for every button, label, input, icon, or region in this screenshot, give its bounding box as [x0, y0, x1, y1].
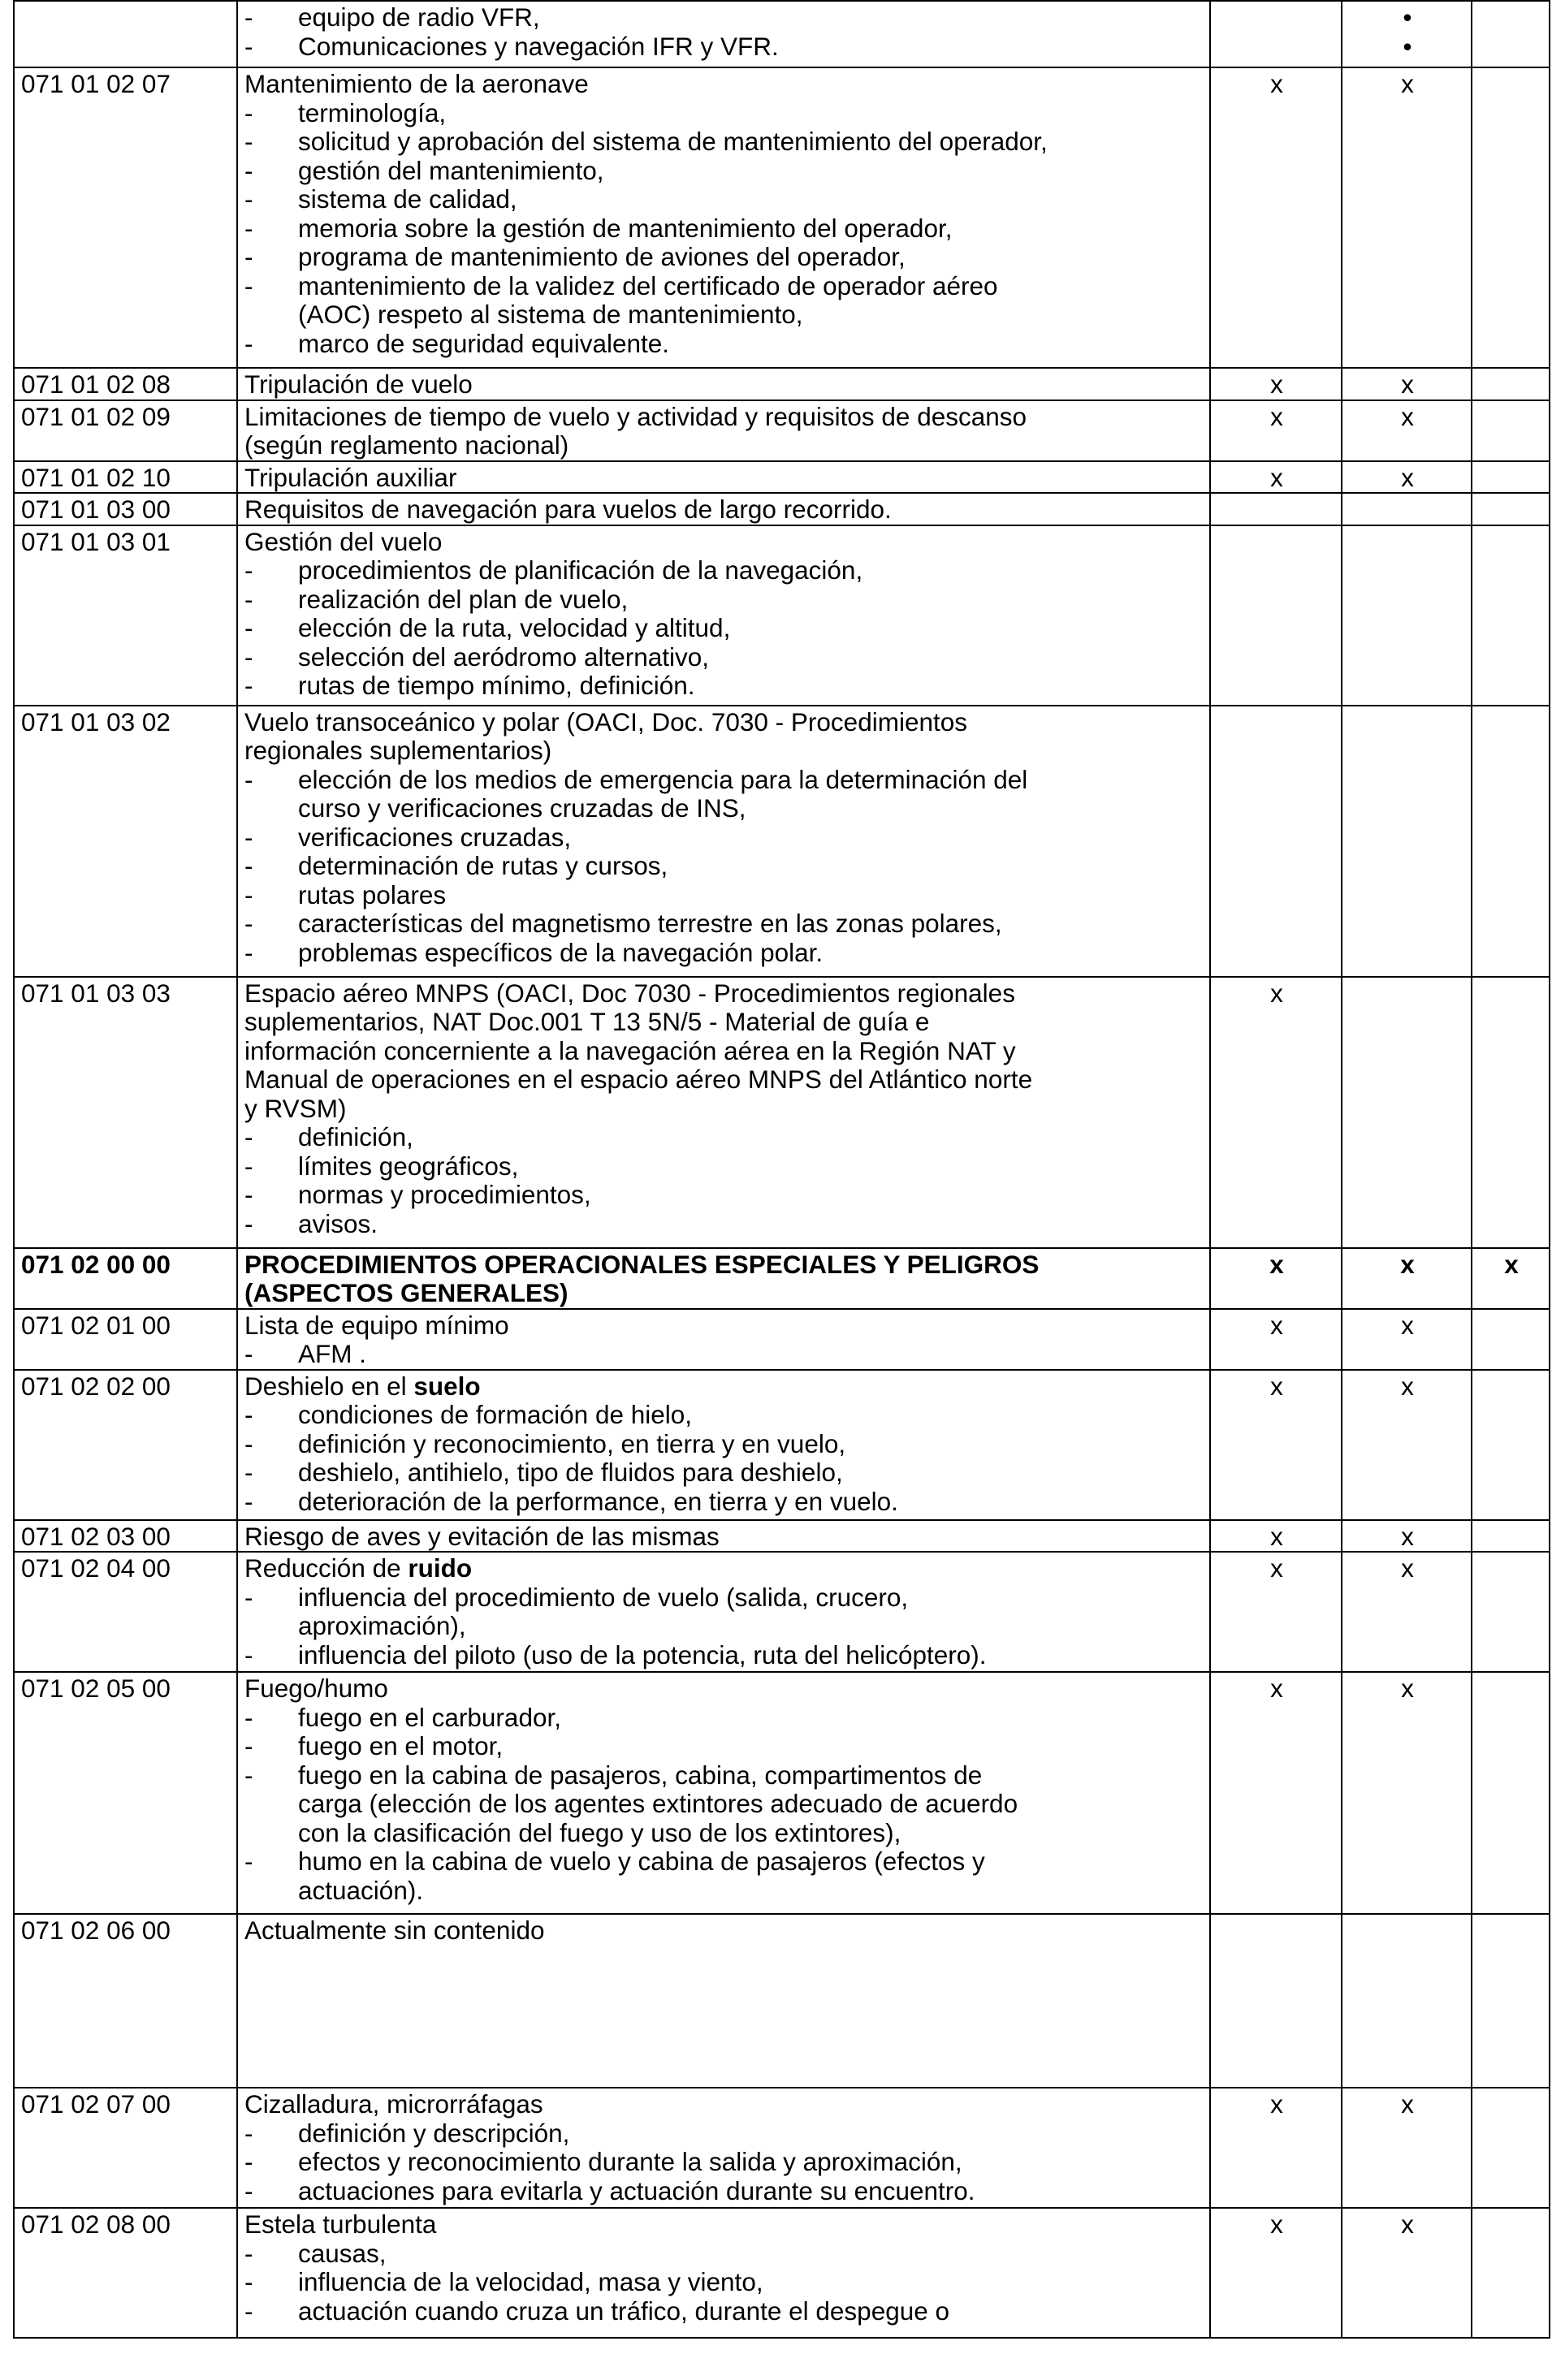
description-bullet [244, 2268, 1204, 2297]
row-description [237, 1552, 1210, 1672]
heading-text: Limitaciones de tiempo de vuelo y actividad y requisitos de descanso [244, 401, 1027, 431]
row-mark-m3 [1472, 2088, 1550, 2208]
row-code: 071 02 05 00 [14, 1672, 237, 1914]
row-mark-m2 [1342, 525, 1472, 706]
heading-text: regionales suplementarios) [244, 736, 552, 765]
bullet-dash: - [244, 155, 253, 185]
description-heading [244, 528, 1204, 557]
row-mark-m1: x [1210, 1248, 1342, 1309]
table-row [14, 400, 1550, 461]
description-heading [244, 708, 1204, 737]
row-description [237, 1309, 1210, 1370]
row-code [14, 1, 237, 67]
description-bullet [244, 1704, 1204, 1733]
table-row [14, 1, 1550, 67]
row-description [237, 1248, 1210, 1309]
bullet-text: selección del aeródromo alternativo, [298, 641, 710, 672]
heading-text: Fuego/humo [244, 1674, 388, 1703]
bullet-text: deterioración de la performance, en tierra y en vuelo. [298, 1486, 898, 1516]
row-code: 071 01 02 10 [14, 461, 237, 494]
heading-text: Reducción de [244, 1553, 409, 1583]
description-bullet [244, 214, 1204, 244]
description-bullet [244, 852, 1204, 881]
description-heading [244, 464, 1204, 493]
row-code: 071 02 06 00 [14, 1914, 237, 2088]
row-mark-m2: x [1342, 1672, 1472, 1914]
heading-text: Deshielo en el [244, 1371, 414, 1401]
row-mark-m3 [1472, 461, 1550, 494]
heading-text: Actualmente sin contenido [244, 1916, 545, 1945]
row-mark-m1 [1210, 1, 1342, 67]
description-heading [244, 1523, 1204, 1552]
row-code: 071 02 07 00 [14, 2088, 237, 2208]
bullet-text: problemas específicos de la navegación polar. [298, 937, 824, 967]
bullet-text: definición, [298, 1122, 413, 1151]
bullet-dash: - [244, 1151, 253, 1181]
row-code: 071 01 02 07 [14, 67, 237, 368]
description-continuation: carga (elección de los agentes extintores adecuado de acuerdo [298, 1789, 1018, 1818]
bullet-dash: - [244, 613, 253, 642]
description-bullet [244, 1401, 1204, 1430]
row-mark-m1: x [1210, 2208, 1342, 2338]
description-bullet [244, 1583, 1204, 1613]
row-mark-m3 [1472, 977, 1550, 1248]
row-mark-m3 [1472, 1, 1550, 67]
bullet-text: fuego en la cabina de pasajeros, cabina, compartimentos de [298, 1760, 983, 1790]
description-bullet [244, 1488, 1204, 1517]
description-bullet [244, 32, 1204, 62]
description-bullet [244, 1123, 1204, 1152]
bullet-text: rutas de tiempo mínimo, definición. [298, 671, 695, 700]
syllabus-table-body [14, 1, 1550, 2338]
row-code: 071 02 00 00 [14, 1248, 237, 1309]
bullet-text: gestión del mantenimiento, [298, 155, 604, 185]
bullet-dash: - [244, 1702, 253, 1732]
row-mark-m1 [1210, 493, 1342, 525]
description-continuation: actuación). [298, 1875, 424, 1905]
bullet-dash: - [244, 31, 253, 61]
description-bullet [244, 881, 1204, 910]
row-description [237, 706, 1210, 977]
row-mark-m2: x [1342, 1309, 1472, 1370]
bullet-text: determinación de rutas y cursos, [298, 851, 668, 880]
bullet-dash: - [244, 1847, 253, 1876]
heading-text: Mantenimiento de la aeronave [244, 69, 589, 98]
bullet-dash: - [244, 641, 253, 672]
row-mark-m3 [1472, 1672, 1550, 1914]
row-code: 071 01 03 03 [14, 977, 237, 1248]
description-heading [244, 1250, 1204, 1280]
bullet-dash: - [244, 1122, 253, 1151]
row-mark-m3 [1472, 1520, 1550, 1553]
row-mark-m3 [1472, 1552, 1550, 1672]
heading-text: y RVSM) [244, 1093, 347, 1123]
heading-text: (ASPECTOS GENERALES) [244, 1278, 568, 1307]
row-code: 071 01 02 09 [14, 400, 237, 461]
row-mark-m3 [1472, 706, 1550, 977]
row-mark-m3 [1472, 1309, 1550, 1370]
bullet-text: efectos y reconocimiento durante la salida y aproximación, [298, 2147, 962, 2176]
bullet-text: sistema de calidad, [298, 184, 517, 214]
row-mark-m1: x [1210, 2088, 1342, 2208]
table-row [14, 1248, 1550, 1309]
bullet-dot: • [1403, 31, 1412, 61]
bullet-dash: - [244, 1208, 253, 1238]
description-bullet [244, 939, 1204, 968]
bullet-dash: - [244, 822, 253, 852]
row-mark-m1: x [1210, 368, 1342, 400]
row-mark-m3 [1472, 400, 1550, 461]
table-row [14, 525, 1550, 706]
bullet-text: rutas polares [298, 879, 447, 909]
bullet-dash: - [244, 2147, 253, 2176]
bullet-dash: - [244, 671, 253, 700]
row-code: 071 02 04 00 [14, 1552, 237, 1672]
table-row [14, 977, 1550, 1248]
bullet-text: influencia de la velocidad, masa y viento, [298, 2267, 763, 2296]
bullet-dash: - [244, 2296, 253, 2326]
bullet-text: Comunicaciones y navegación IFR y VFR. [298, 31, 779, 61]
row-code: 071 01 03 01 [14, 525, 237, 706]
bullet-text: elección de los medios de emergencia para la determinación del [298, 764, 1028, 794]
bullet-text: equipo de radio VFR, [298, 2, 540, 32]
row-mark-m1: x [1210, 1672, 1342, 1914]
row-description [237, 493, 1210, 525]
bullet-text: realización del plan de vuelo, [298, 584, 629, 614]
bullet-dash: - [244, 213, 253, 243]
bullet-dot: • [1403, 2, 1412, 32]
bullet-text: memoria sobre la gestión de mantenimiento del operador, [298, 213, 953, 243]
heading-text: PROCEDIMIENTOS OPERACIONALES ESPECIALES Y PELIGROS [244, 1249, 1040, 1279]
table-row [14, 67, 1550, 368]
heading-text: Gestión del vuelo [244, 526, 443, 556]
row-description [237, 461, 1210, 494]
description-bullet [244, 2240, 1204, 2269]
bullet-dash: - [244, 1400, 253, 1429]
bullet-dash: - [244, 1458, 253, 1487]
description-heading [244, 1916, 1204, 1946]
bullet-dash: - [244, 328, 253, 358]
table-row [14, 2208, 1550, 2338]
bullet-dash: - [244, 879, 253, 909]
bullet-text: mantenimiento de la validez del certificado de operador aéreo [298, 270, 998, 300]
description-bullet [244, 243, 1204, 272]
description-bullet [244, 556, 1204, 585]
bullet-text: programa de mantenimiento de aviones del operador, [298, 242, 906, 271]
table-row [14, 2088, 1550, 2208]
row-mark-m2: x [1342, 1370, 1472, 1520]
bullet-dash: - [244, 1760, 253, 1790]
row-mark-m1: x [1210, 67, 1342, 368]
bullet-text: definición y descripción, [298, 2118, 570, 2148]
row-mark-m1: x [1210, 1520, 1342, 1553]
description-bullet [244, 1732, 1204, 1761]
description-heading [244, 403, 1204, 432]
bullet-dash: - [244, 555, 253, 585]
heading-text: Espacio aéreo MNPS (OACI, Doc 7030 - Procedimientos regionales [244, 978, 1015, 1008]
description-bullet [244, 2119, 1204, 2149]
row-mark-m2 [1342, 706, 1472, 977]
row-mark-m3 [1472, 1914, 1550, 2088]
bullet-text: terminología, [298, 97, 447, 127]
description-bullet [244, 1340, 1204, 1369]
description-continuation: aproximación), [298, 1611, 466, 1640]
row-mark-m2 [1342, 1, 1472, 67]
table-row [14, 1552, 1550, 1672]
row-mark-m2: x [1342, 2208, 1472, 2338]
description-bullet [244, 614, 1204, 643]
description-bullet [244, 1181, 1204, 1210]
description-bullet [244, 1458, 1204, 1488]
row-description [237, 977, 1210, 1248]
row-mark-m2: x [1342, 67, 1472, 368]
description-heading [244, 736, 1204, 766]
heading-text: Cizalladura, microrráfagas [244, 2089, 543, 2119]
heading-text: (según reglamento nacional) [244, 430, 569, 460]
bullet-dash: - [244, 270, 253, 300]
bullet-dash: - [244, 2118, 253, 2148]
description-heading [244, 431, 1204, 460]
row-mark-m2: x [1342, 400, 1472, 461]
bullet-text: fuego en el motor, [298, 1731, 504, 1760]
bullet-dash: - [244, 1582, 253, 1612]
bullet-text: deshielo, antihielo, tipo de fluidos para deshielo, [298, 1458, 843, 1487]
description-heading [244, 1554, 1204, 1583]
table-row [14, 368, 1550, 400]
bullet-text: influencia del procedimiento de vuelo (salida, crucero, [298, 1582, 909, 1612]
description-continuation: curso y verificaciones cruzadas de INS, [298, 793, 746, 823]
description-bullet [244, 823, 1204, 853]
description-heading [244, 1279, 1204, 1308]
bullet-text: actuaciones para evitarla y actuación durante su encuentro. [298, 2175, 975, 2205]
bullet-text: causas, [298, 2238, 387, 2268]
description-bullet [244, 3, 1204, 32]
description-heading [244, 370, 1204, 400]
row-mark-m2: x [1342, 1248, 1472, 1309]
heading-text: Manual de operaciones en el espacio aéreo MNPS del Atlántico norte [244, 1065, 1033, 1094]
row-description [237, 67, 1210, 368]
heading-text: Vuelo transoceánico y polar (OACI, Doc. 7030 - Procedimientos [244, 706, 968, 736]
row-description [237, 2088, 1210, 2208]
bullet-text: AFM . [298, 1339, 366, 1368]
table-row [14, 461, 1550, 494]
bullet-text: normas y procedimientos, [298, 1180, 591, 1209]
bullet-text: humo en la cabina de vuelo y cabina de pasajeros (efectos y [298, 1847, 985, 1876]
row-mark-m3: x [1472, 1248, 1550, 1309]
bullet-dash: - [244, 1339, 253, 1368]
bullet-text: influencia del piloto (uso de la potencia, ruta del helicóptero). [298, 1639, 987, 1669]
bullet-text: verificaciones cruzadas, [298, 822, 572, 852]
row-code: 071 02 08 00 [14, 2208, 237, 2338]
bullet-dash: - [244, 2, 253, 32]
bullet-dash: - [244, 909, 253, 938]
bullet-dash: - [244, 242, 253, 271]
description-heading [244, 1372, 1204, 1402]
description-bullet [244, 1210, 1204, 1239]
description-bullet [244, 127, 1204, 157]
description-bullet [244, 330, 1204, 359]
description-bullet [244, 157, 1204, 186]
table-row [14, 1370, 1550, 1520]
description-bullet [244, 2297, 1204, 2326]
row-description [237, 1672, 1210, 1914]
row-code: 071 01 03 02 [14, 706, 237, 977]
bullet-dash: - [244, 937, 253, 967]
row-mark-m3 [1472, 67, 1550, 368]
table-row [14, 1309, 1550, 1370]
row-mark-m1: x [1210, 461, 1342, 494]
table-row [14, 1672, 1550, 1914]
row-code: 071 01 02 08 [14, 368, 237, 400]
heading-text: Lista de equipo mínimo [244, 1310, 509, 1340]
bullet-text: características del magnetismo terrestre en las zonas polares, [298, 909, 1002, 938]
bullet-dash: - [244, 2238, 253, 2268]
bullet-dash: - [244, 1486, 253, 1516]
description-bullet [244, 1847, 1204, 1877]
heading-text: Requisitos de navegación para vuelos de largo recorrido. [244, 495, 892, 524]
row-mark-m1 [1210, 1914, 1342, 2088]
description-bullet [244, 2177, 1204, 2206]
heading-text: Tripulación de vuelo [244, 369, 473, 399]
description-heading [244, 1674, 1204, 1704]
description-bullet [244, 2148, 1204, 2177]
bullet-dash: - [244, 1180, 253, 1209]
description-heading [244, 979, 1204, 1009]
bullet-text: solicitud y aprobación del sistema de mantenimiento del operador, [298, 127, 1048, 156]
row-code: 071 02 02 00 [14, 1370, 237, 1520]
description-bullet [244, 1430, 1204, 1459]
row-description [237, 525, 1210, 706]
bullet-text: procedimientos de planificación de la navegación, [298, 555, 863, 585]
syllabus-table [13, 0, 1550, 2339]
description-heading [244, 1008, 1204, 1037]
row-mark-m2: x [1342, 2088, 1472, 2208]
row-mark-m3 [1472, 2208, 1550, 2338]
row-description [237, 2208, 1210, 2338]
row-mark-m1: x [1210, 400, 1342, 461]
description-heading [244, 1311, 1204, 1341]
heading-text: Estela turbulenta [244, 2209, 437, 2239]
row-mark-m2: x [1342, 368, 1472, 400]
heading-text: Riesgo de aves y evitación de las mismas [244, 1521, 720, 1551]
bullet-dash: - [244, 2267, 253, 2296]
row-mark-m2 [1342, 977, 1472, 1248]
bullet-text: definición y reconocimiento, en tierra y en vuelo, [298, 1428, 846, 1458]
description-heading [244, 1037, 1204, 1066]
description-heading [244, 1065, 1204, 1095]
bullet-dash: - [244, 851, 253, 880]
heading-text: Tripulación auxiliar [244, 462, 457, 492]
row-description [237, 368, 1210, 400]
row-mark-m2: x [1342, 461, 1472, 494]
bullet-text: elección de la ruta, velocidad y altitud, [298, 613, 731, 642]
description-bullet [244, 766, 1204, 795]
row-code: 071 01 03 00 [14, 493, 237, 525]
bullet-text: condiciones de formación de hielo, [298, 1400, 693, 1429]
description-bullet [244, 1761, 1204, 1790]
heading-text: información concerniente a la navegación aérea en la Región NAT y [244, 1035, 1016, 1065]
table-row [14, 1914, 1550, 2088]
description-heading [244, 495, 1204, 525]
row-mark-m1 [1210, 706, 1342, 977]
row-mark-m3 [1472, 368, 1550, 400]
heading-emphasis: ruido [408, 1553, 473, 1583]
row-mark-m2 [1342, 493, 1472, 525]
description-heading [244, 70, 1204, 99]
row-description [237, 1370, 1210, 1520]
bullet-text: límites geográficos, [298, 1151, 519, 1181]
row-mark-m2 [1342, 1914, 1472, 2088]
bullet-dash: - [244, 184, 253, 214]
row-mark-m1: x [1210, 1370, 1342, 1520]
table-row [14, 493, 1550, 525]
row-description [237, 1, 1210, 67]
description-bullet [244, 672, 1204, 701]
row-description [237, 400, 1210, 461]
bullet-dash: - [244, 764, 253, 794]
row-mark-m1: x [1210, 1309, 1342, 1370]
bullet-dash: - [244, 97, 253, 127]
row-mark-m3 [1472, 493, 1550, 525]
description-continuation: con la clasificación del fuego y uso de los extintores), [298, 1817, 901, 1847]
description-heading [244, 1095, 1204, 1124]
heading-text: suplementarios, NAT Doc.001 T 13 5N/5 - Material de guía e [244, 1007, 930, 1036]
row-description [237, 1914, 1210, 2088]
description-bullet [244, 1641, 1204, 1670]
row-code: 071 02 01 00 [14, 1309, 237, 1370]
description-heading [244, 2210, 1204, 2240]
row-mark-m2: x [1342, 1552, 1472, 1672]
row-mark-m1 [1210, 525, 1342, 706]
description-heading [244, 2090, 1204, 2119]
bullet-dash: - [244, 1639, 253, 1669]
row-code: 071 02 03 00 [14, 1520, 237, 1553]
bullet-text: actuación cuando cruza un tráfico, durante el despegue o [298, 2296, 950, 2326]
bullet-text: fuego en el carburador, [298, 1702, 561, 1732]
row-description [237, 1520, 1210, 1553]
bullet-text: marco de seguridad equivalente. [298, 328, 670, 358]
row-mark-m1: x [1210, 1552, 1342, 1672]
table-row [14, 706, 1550, 977]
bullet-dash: - [244, 2175, 253, 2205]
bullet-text: avisos. [298, 1208, 378, 1238]
row-mark-m3 [1472, 525, 1550, 706]
description-bullet [244, 909, 1204, 939]
bullet-dash: - [244, 1428, 253, 1458]
bullet-dash: - [244, 1731, 253, 1760]
description-bullet [244, 272, 1204, 301]
description-bullet [244, 99, 1204, 128]
row-mark-m2: x [1342, 1520, 1472, 1553]
description-bullet [244, 1152, 1204, 1181]
row-mark-m1: x [1210, 977, 1342, 1248]
description-bullet [244, 643, 1204, 672]
description-bullet [244, 585, 1204, 615]
bullet-dash: - [244, 584, 253, 614]
description-continuation: (AOC) respeto al sistema de mantenimiento, [298, 300, 803, 329]
bullet-dash: - [244, 127, 253, 156]
description-bullet [244, 185, 1204, 214]
table-row [14, 1520, 1550, 1553]
row-mark-m3 [1472, 1370, 1550, 1520]
heading-emphasis: suelo [413, 1371, 481, 1401]
